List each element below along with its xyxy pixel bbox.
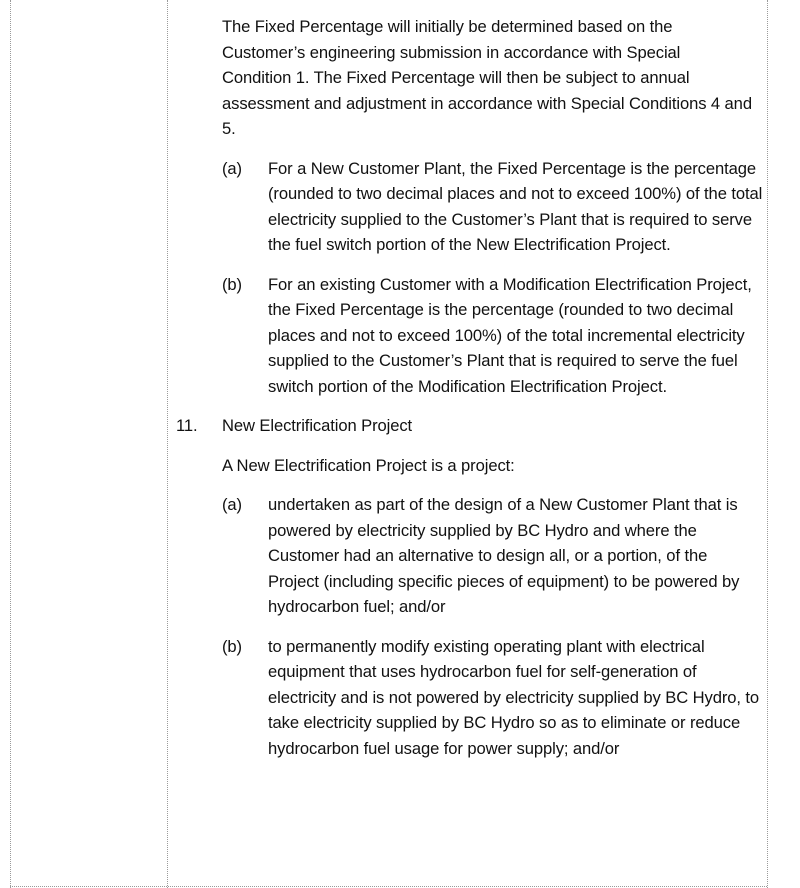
item-marker: (a)	[222, 158, 242, 178]
item-marker: (b)	[222, 274, 242, 294]
fixed-item-b	[222, 272, 768, 400]
section-number: 11.	[176, 416, 198, 435]
section-lead: A New Electrification Project is a project:	[222, 455, 515, 475]
item-text: For an existing Customer with a Modification Electrification Project, the Fixed Percentage is the percentage (rounded to two decimal places and not to exceed 100%) of the total incremental electricity supplied to the Customer’s Plant that is required to serve the fuel switch portion of the Modification Electrification Project.	[268, 274, 752, 396]
section-item-b	[222, 634, 760, 762]
section-title: New Electrification Project	[222, 416, 413, 435]
section-heading	[176, 413, 800, 439]
item-text: to permanently modify existing operating plant with electrical equipment that uses hydrocarbon fuel for self-generation of electricity and is not powered by electricity supplied by BC Hydro, to take electricity supplied by BC Hydro so as to eliminate or reduce hydrocarbon fuel usage for power supply; and/or	[268, 636, 760, 758]
section-item-a	[222, 492, 760, 620]
intro-paragraph: The Fixed Percentage will initially be determined based on the Customer’s engineering submission in accordance with Special Condition 1. The Fixed Percentage will then be subject to annual assessment and adjustment in accordance with Special Conditions 4 and 5.	[222, 17, 752, 138]
document-body	[0, 14, 800, 775]
item-marker: (a)	[222, 495, 242, 514]
item-text: undertaken as part of the design of a New Customer Plant that is powered by electricity supplied by BC Hydro and where the Customer had an alternative to design all, or a portion, of the Project (including specific pieces of equipment) to be powered by hydrocarbon fuel; and/or	[268, 495, 740, 616]
bottom-rule	[10, 886, 767, 887]
item-marker: (b)	[222, 636, 242, 656]
fixed-item-a	[222, 156, 768, 258]
item-text: For a New Customer Plant, the Fixed Percentage is the percentage (rounded to two decimal places and not to exceed 100%) of the total electricity supplied to the Customer’s Plant that is required to serve the fuel switch portion of the New Electrification Project.	[268, 158, 763, 254]
